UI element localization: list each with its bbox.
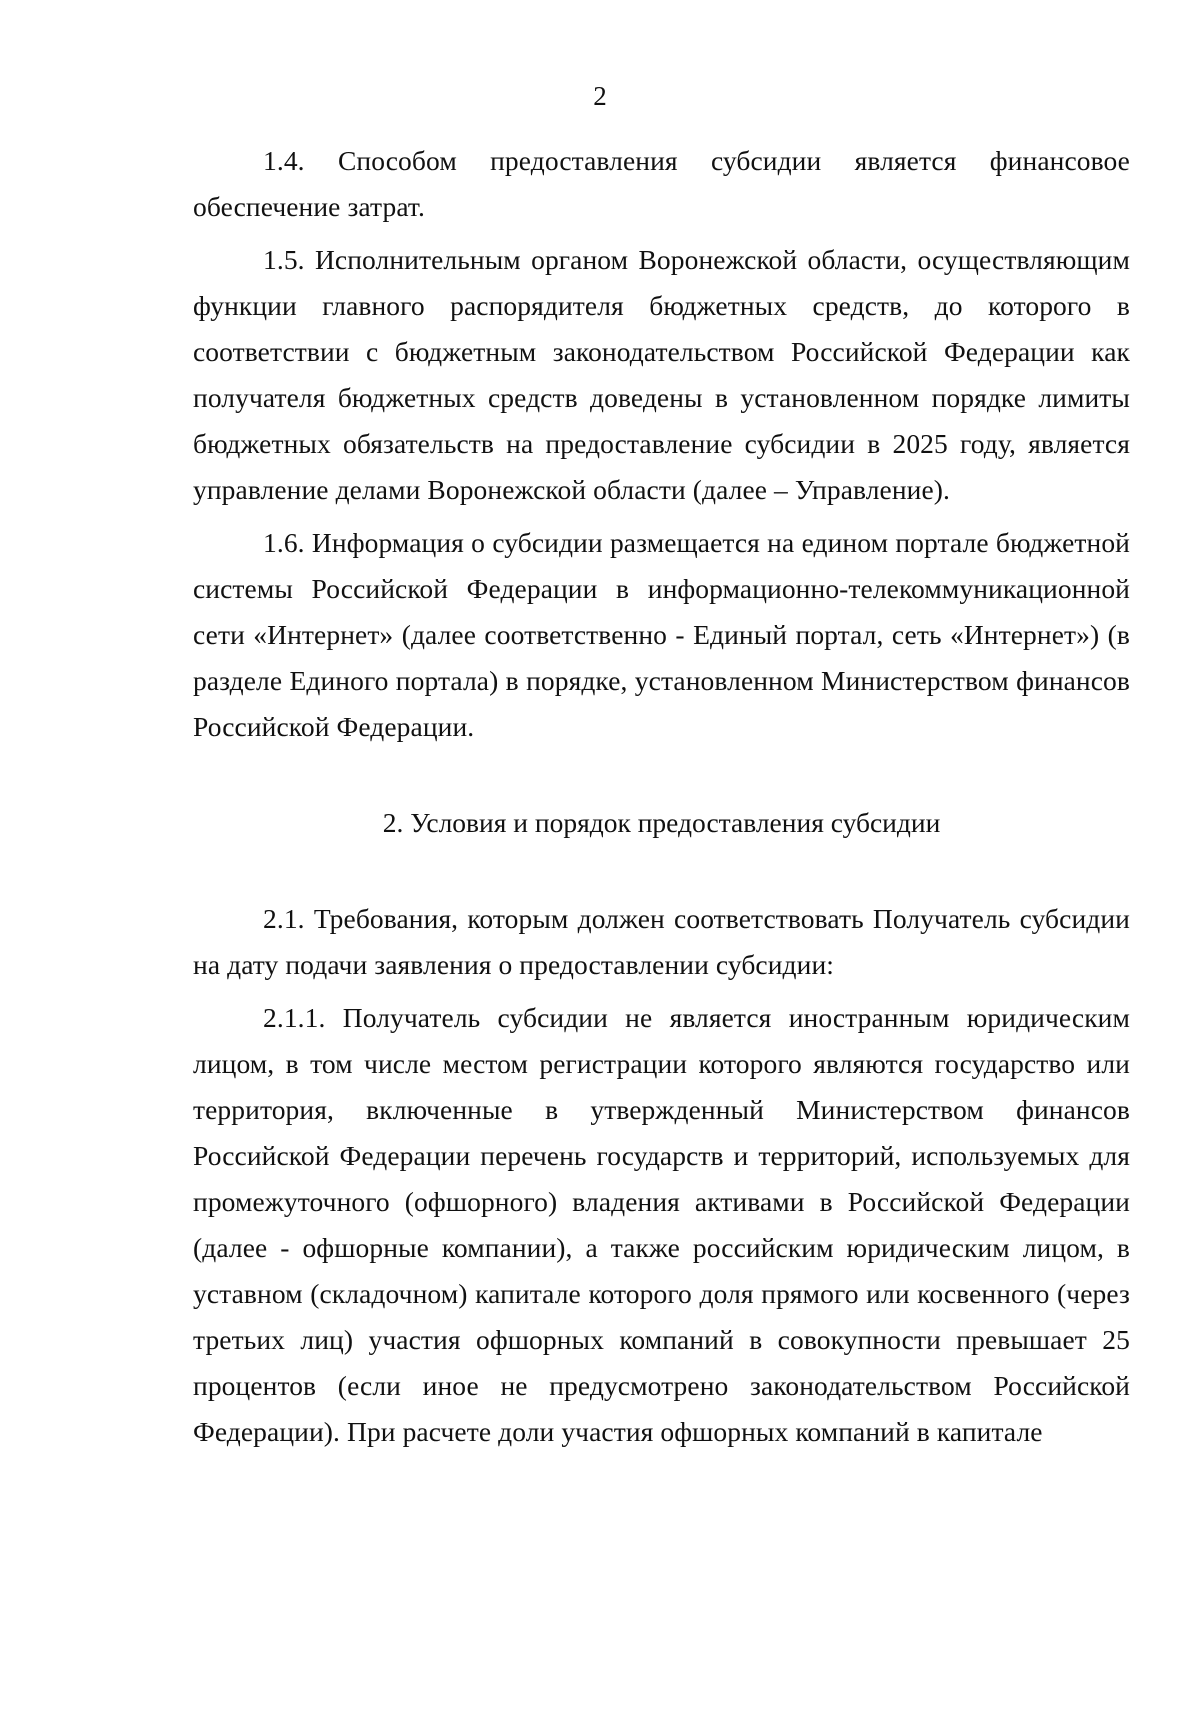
- document-body: [193, 138, 1130, 1455]
- paragraph-1-4: 1.4. Способом предоставления субсидии является финансовое обеспечение затрат.: [193, 145, 1130, 222]
- paragraph-2-1-1: 2.1.1. Получатель субсидии не является иностранным юридическим лицом, в том числе местом регистрации которого являются государство или территория, включенные в утвержденный Министерством финансов Российской Федерации перечень государств и территорий, используемых для промежуточного (офшорного) владения активами в Российской Федерации (далее - офшорные компании), а также российским юридическим лицом, в уставном (складочном) капитале которого доля прямого или косвенного (через третьих лиц) участия офшорных компаний в совокупности превышает 25 процентов (если иное не предусмотрено законодательством Российской Федерации). При расчете доли участия офшорных компаний в капитале: [193, 1002, 1130, 1447]
- paragraph-1-5: 1.5. Исполнительным органом Воронежской области, осуществляющим функции главного распорядителя бюджетных средств, до которого в соответствии с бюджетным законодательством Российской Федерации как получателя бюджетных средств доведены в установленном порядке лимиты бюджетных обязательств на предоставление субсидии в 2025 году, является управление делами Воронежской области (далее – Управление).: [193, 244, 1130, 505]
- section-heading: 2. Условия и порядок предоставления субсидии: [382, 807, 941, 838]
- paragraph-2-1: 2.1. Требования, которым должен соответствовать Получатель субсидии на дату подачи заявления о предоставлении субсидии:: [193, 903, 1130, 980]
- paragraph-1-6: 1.6. Информация о субсидии размещается на едином портале бюджетной системы Российской Федерации в информационно-телекоммуникационной сети «Интернет» (далее соответственно - Единый портал, сеть «Интернет») (в разделе Единого портала) в порядке, установленном Министерством финансов Российской Федерации.: [193, 527, 1130, 742]
- page-number: 2: [593, 81, 607, 111]
